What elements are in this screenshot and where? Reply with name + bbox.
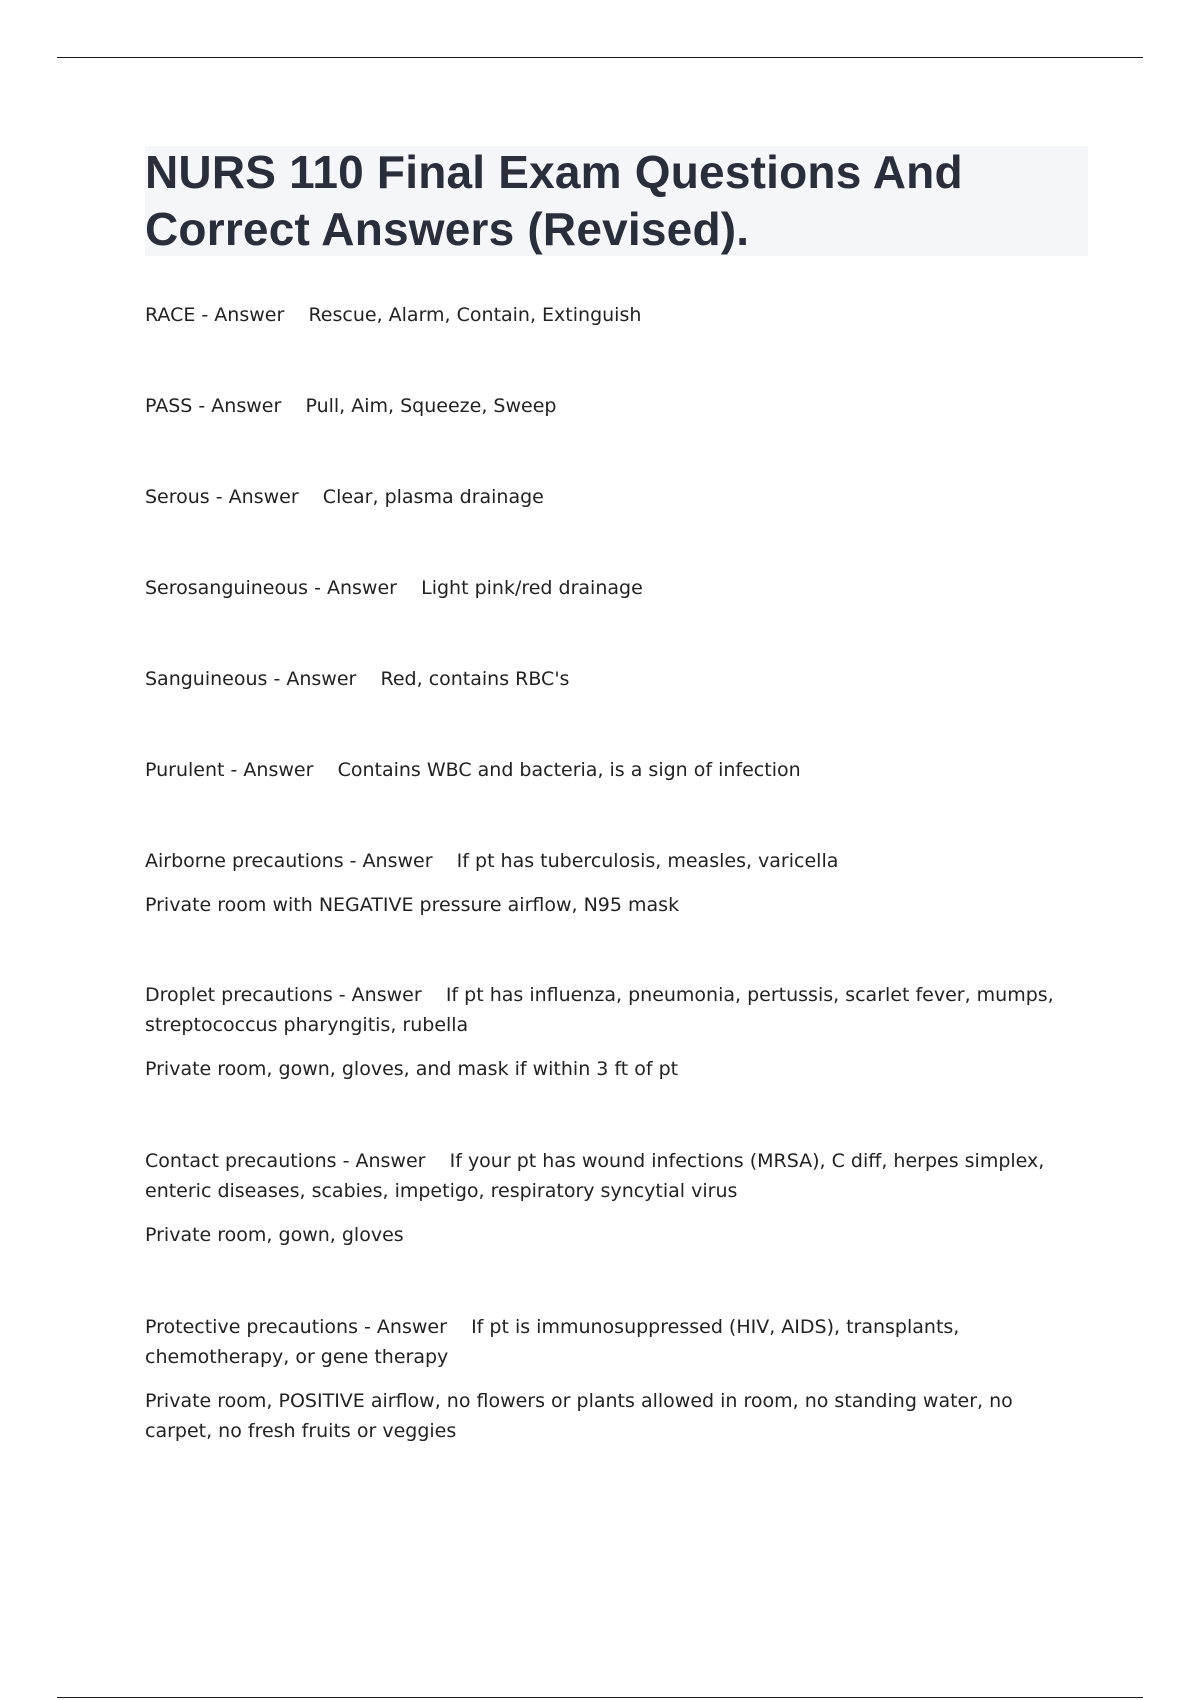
qa-question bbox=[145, 664, 1075, 694]
qa-question bbox=[145, 482, 1075, 512]
qa-separator: - Answer bbox=[209, 486, 323, 508]
qa-separator: - Answer bbox=[308, 577, 422, 599]
qa-item bbox=[145, 482, 1075, 512]
qa-answer: If pt has influenza, pneumonia, pertussis, scarlet fever, mumps, streptococcus pharyngitis, rubella bbox=[145, 984, 1054, 1036]
qa-item bbox=[145, 846, 1075, 920]
qa-question bbox=[145, 1146, 1075, 1206]
qa-extra: Private room, gown, gloves bbox=[145, 1224, 404, 1246]
qa-term: PASS bbox=[145, 395, 193, 417]
qa-term: Contact precautions bbox=[145, 1150, 337, 1172]
qa-item bbox=[145, 1146, 1075, 1250]
qa-separator: - Answer bbox=[192, 395, 306, 417]
qa-answer: If your pt has wound infections (MRSA), C diff, herpes simplex, enteric diseases, scabies, impetigo, respiratory syncytial virus bbox=[145, 1150, 1045, 1202]
qa-question bbox=[145, 980, 1075, 1040]
qa-item bbox=[145, 755, 1075, 785]
qa-item bbox=[145, 391, 1075, 421]
qa-answer: If pt is immunosuppressed (HIV, AIDS), transplants, chemotherapy, or gene therapy bbox=[145, 1316, 960, 1368]
qa-question bbox=[145, 755, 1075, 785]
qa-extra: Private room, gown, gloves, and mask if within 3 ft of pt bbox=[145, 1058, 679, 1080]
qa-separator: - Answer bbox=[343, 850, 457, 872]
qa-question bbox=[145, 846, 1075, 876]
qa-question bbox=[145, 300, 1075, 330]
qa-separator: - Answer bbox=[332, 984, 446, 1006]
qa-item bbox=[145, 573, 1075, 603]
qa-answer: If pt has tuberculosis, measles, varicella bbox=[456, 850, 839, 872]
qa-item bbox=[145, 1312, 1075, 1446]
top-rule bbox=[57, 57, 1143, 58]
qa-separator: - Answer bbox=[358, 1316, 472, 1338]
qa-extra: Private room, POSITIVE airflow, no flowers or plants allowed in room, no standing water, no carpet, no fresh fruits or veggies bbox=[145, 1390, 1013, 1442]
bottom-rule bbox=[57, 1697, 1143, 1698]
qa-item bbox=[145, 300, 1075, 330]
qa-answer: Pull, Aim, Squeeze, Sweep bbox=[305, 395, 557, 417]
qa-term: RACE bbox=[145, 304, 196, 326]
qa-term: Serous bbox=[145, 486, 210, 508]
qa-term: Airborne precautions bbox=[145, 850, 344, 872]
qa-answer: Light pink/red drainage bbox=[421, 577, 643, 599]
qa-item bbox=[145, 664, 1075, 694]
qa-term: Purulent bbox=[145, 759, 225, 781]
qa-answer: Red, contains RBC's bbox=[380, 668, 570, 690]
qa-term: Droplet precautions bbox=[145, 984, 333, 1006]
qa-question bbox=[145, 391, 1075, 421]
qa-answer: Clear, plasma drainage bbox=[322, 486, 544, 508]
qa-term: Sanguineous bbox=[145, 668, 268, 690]
qa-extra: Private room with NEGATIVE pressure airflow, N95 mask bbox=[145, 894, 680, 916]
qa-item bbox=[145, 980, 1075, 1084]
qa-question bbox=[145, 1312, 1075, 1372]
qa-term: Protective precautions bbox=[145, 1316, 358, 1338]
qa-separator: - Answer bbox=[224, 759, 338, 781]
qa-separator: - Answer bbox=[195, 304, 309, 326]
document-title: NURS 110 Final Exam Questions And Correct Answers (Revised). bbox=[145, 146, 963, 255]
qa-answer: Rescue, Alarm, Contain, Extinguish bbox=[308, 304, 642, 326]
qa-question bbox=[145, 573, 1075, 603]
qa-separator: - Answer bbox=[267, 668, 381, 690]
qa-term: Serosanguineous bbox=[145, 577, 309, 599]
qa-answer: Contains WBC and bacteria, is a sign of infection bbox=[337, 759, 801, 781]
qa-separator: - Answer bbox=[336, 1150, 450, 1172]
